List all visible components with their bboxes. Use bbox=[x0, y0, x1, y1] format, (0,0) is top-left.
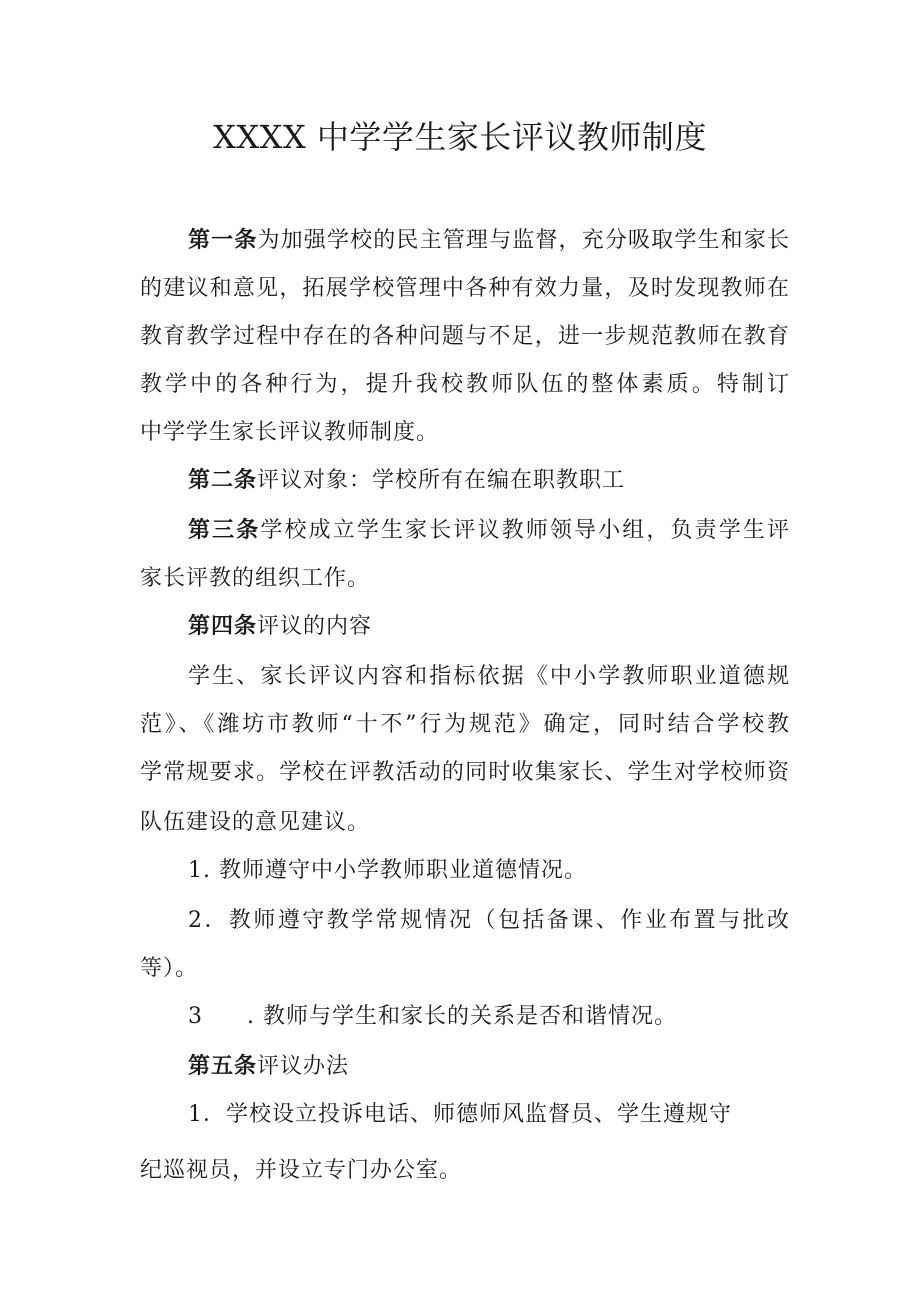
article-4-item-2-line-2: 等）。 bbox=[140, 956, 199, 981]
article-5-line bbox=[188, 1050, 838, 1084]
article-5-item-1-line-1: 1．学校设立投诉电话、师德师风监督员、学生遵规守 bbox=[188, 1102, 732, 1127]
article-1-heading: 第一条 bbox=[188, 228, 258, 253]
article-2-line bbox=[188, 464, 838, 498]
article-4-para-line-1: 学生、家长评议内容和指标依据《中小学教师职业道德规 bbox=[188, 664, 790, 689]
article-3-line-1 bbox=[188, 514, 790, 548]
article-5-item-1-line-2: 纪巡视员，并设立专门办公室。 bbox=[140, 1158, 463, 1183]
article-3-text-1: 学校成立学生家长评议教师领导小组，负责学生评 bbox=[260, 518, 790, 543]
article-4-line bbox=[188, 610, 838, 644]
article-4-heading: 第四条 bbox=[188, 614, 258, 639]
article-2-heading: 第二条 bbox=[188, 468, 258, 493]
article-5-heading: 第五条 bbox=[188, 1054, 258, 1079]
article-4-para-line-4: 队伍建设的意见建议。 bbox=[140, 810, 371, 835]
article-1-line-3: 教育教学过程中存在的各种问题与不足，进一步规范教师在教育 bbox=[140, 324, 790, 349]
article-4-item-2-line-1: 2．教师遵守教学常规情况（包括备课、作业布置与批改 bbox=[188, 908, 790, 933]
article-4-item-3-number: 3 bbox=[188, 1004, 203, 1029]
article-4-item-1: 1. 教师遵守中小学教师职业道德情况。 bbox=[188, 858, 587, 883]
article-5-text: 评议办法 bbox=[257, 1054, 350, 1079]
article-1-text-1: 为加强学校的民主管理与监督，充分吸取学生和家长 bbox=[257, 228, 790, 253]
document-title: XXXX 中学学生家长评议教师制度 bbox=[213, 118, 707, 156]
article-1-line-5: 中学学生家长评议教师制度。 bbox=[140, 420, 440, 445]
article-4-para-line-2: 范》、《潍坊市教师“十不”行为规范》确定，同时结合学校教 bbox=[140, 712, 790, 737]
article-1-line-2: 的建议和意见，拓展学校管理中各种有效力量，及时发现教师在 bbox=[140, 276, 790, 301]
article-4-item-3 bbox=[188, 1000, 838, 1034]
article-4-para-line-3: 学常规要求。学校在评教活动的同时收集家长、学生对学校师资 bbox=[140, 760, 790, 785]
article-4-item-3-text: . 教师与学生和家长的关系是否和谐情况。 bbox=[247, 1004, 677, 1029]
article-1-line-1 bbox=[188, 224, 790, 258]
article-3-heading: 第三条 bbox=[188, 518, 261, 543]
article-2-text: 评议对象：学校所有在编在职教职工 bbox=[257, 468, 626, 493]
article-1-line-4: 教学中的各种行为，提升我校教师队伍的整体素质。特制订 bbox=[140, 372, 790, 397]
article-4-text: 评议的内容 bbox=[257, 614, 373, 639]
article-3-line-2: 家长评教的组织工作。 bbox=[140, 566, 371, 591]
